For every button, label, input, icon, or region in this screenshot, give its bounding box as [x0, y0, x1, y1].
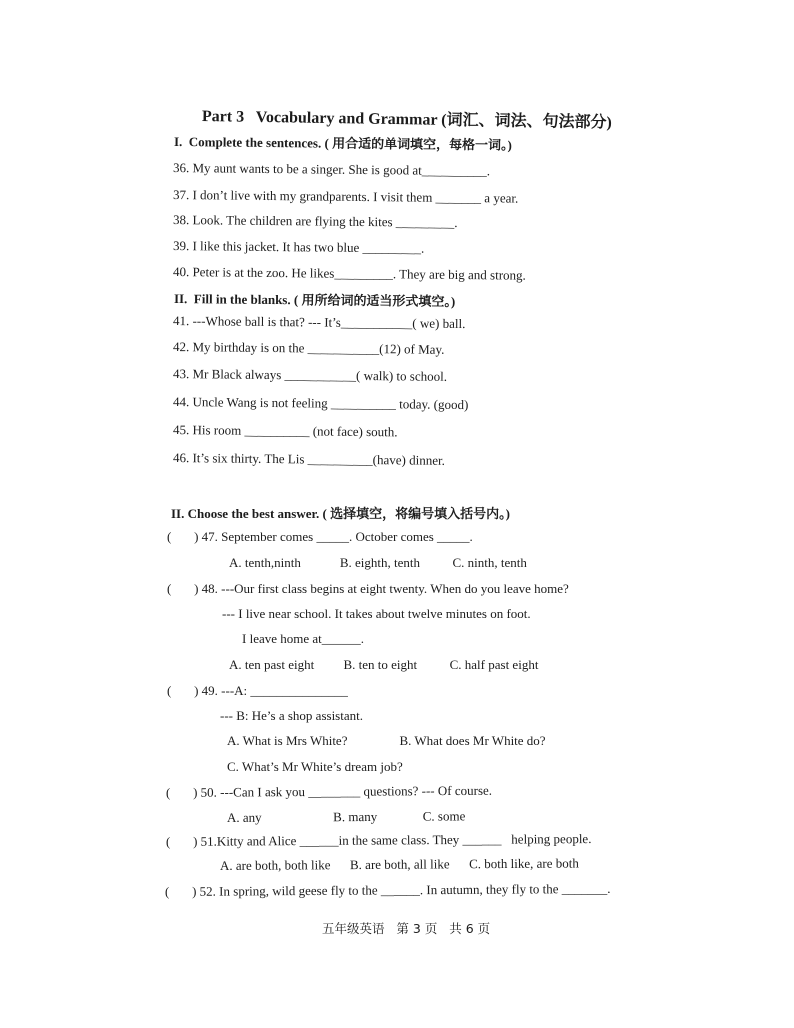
question-42: 42. My birthday is on the ___________(12) of May.	[172, 339, 445, 357]
section-1-heading: I. Complete the sentences. ( 用合适的单词填空，每格一词。)	[173, 134, 513, 153]
question-41: 41. ---Whose ball is that? --- It’s___________( we) ball.	[172, 313, 466, 332]
section-2-heading: II. Fill in the blanks. ( 用所给词的适当形式填空。)	[173, 291, 456, 309]
question-49: ( ) 49. ---A: _______________	[167, 683, 348, 698]
question-50: ( ) 50. ---Can I ask you ________ questions? --- Of course.	[165, 782, 493, 800]
question-37: 37. I don’t live with my grandparents. I visit them _______ a year.	[172, 187, 519, 206]
question-46: 46. It’s six thirty. The Lis __________(have) dinner.	[172, 450, 445, 468]
part-title: Part 3 Vocabulary and Grammar (词汇、词法、句法部分)	[201, 108, 612, 132]
question-48: ( ) 48. ---Our first class begins at eight twenty. When do you leave home?	[167, 581, 569, 596]
question-45: 45. His room __________ (not face) south.	[172, 422, 398, 440]
question-40: 40. Peter is at the zoo. He likes_________. They are big and strong.	[172, 264, 526, 283]
question-47: ( ) 47. September comes _____. October comes _____.	[167, 529, 473, 544]
question-36: 36. My aunt wants to be a singer. She is good at__________.	[172, 160, 491, 179]
page-footer: 五年级英语 第 3 页 共 6 页	[322, 921, 491, 936]
question-49-option-c: C. What’s Mr White’s dream job?	[227, 759, 403, 774]
question-44: 44. Uncle Wang is not feeling __________ today. (good)	[172, 394, 469, 413]
question-48-options: A. ten past eight B. ten to eight C. half past eight	[229, 657, 539, 672]
question-50-options: A. any B. many C. some	[226, 808, 466, 825]
question-49-reply: --- B: He’s a shop assistant.	[220, 708, 363, 723]
question-39: 39. I like this jacket. It has two blue _________.	[172, 238, 425, 256]
question-48-reply: --- I live near school. It takes about twelve minutes on foot.	[222, 606, 531, 621]
question-48-reply-2: I leave home at______.	[242, 631, 365, 646]
section-3-heading: II. Choose the best answer. ( 选择填空，将编号填入括号内。)	[171, 506, 510, 521]
question-49-options: A. What is Mrs White? B. What does Mr White do?	[227, 733, 546, 748]
question-52: ( ) 52. In spring, wild geese fly to the ______. In autumn, they fly to the _______.	[164, 880, 611, 899]
question-43: 43. Mr Black always ___________( walk) to school.	[172, 366, 448, 384]
question-38: 38. Look. The children are flying the kites _________.	[172, 212, 458, 230]
question-51: ( ) 51.Kitty and Alice ______in the same class. They ______ helping people.	[165, 831, 592, 849]
question-47-options: A. tenth,ninth B. eighth, tenth C. ninth, tenth	[229, 555, 527, 570]
question-51-options: A. are both, both like B. are both, all like C. both like, are both	[219, 855, 579, 873]
